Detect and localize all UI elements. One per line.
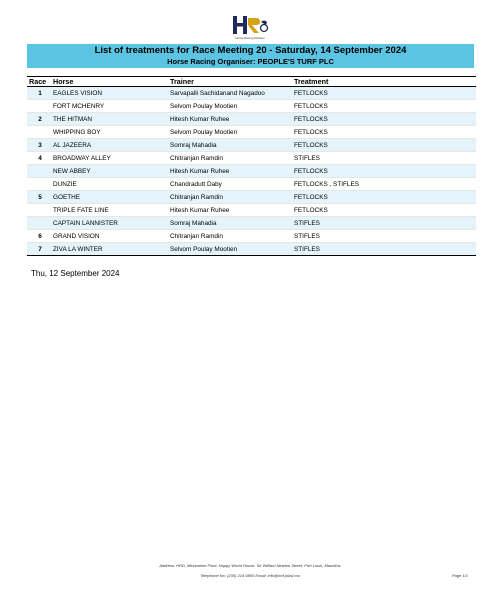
trainer-cell: Somraj Mahadia: [170, 139, 294, 152]
trainer-cell: Selvom Poulay Mootien: [170, 243, 294, 256]
race-cell: [27, 217, 53, 230]
race-cell: 5: [27, 191, 53, 204]
print-date: Thu, 12 September 2024: [31, 269, 120, 278]
trainer-cell: Chitranjan Ramdin: [170, 152, 294, 165]
trainer-cell: Hitesh Kumar Ruhee: [170, 113, 294, 126]
horse-cell: GOETHE: [53, 191, 170, 204]
race-cell: [27, 178, 53, 191]
horse-cell: EAGLES VISION: [53, 87, 170, 100]
trainer-cell: Sarvapalli Sachidanand Nagadoo: [170, 87, 294, 100]
horse-cell: NEW ABBEY: [53, 165, 170, 178]
footer-telephone: Telephone No: (230) 214 9800 Email: info@hrd.jobsl.mu: [200, 573, 300, 578]
page-number: Page 1/1: [452, 573, 469, 578]
horse-cell: AL JAZEERA: [53, 139, 170, 152]
trainer-cell: Hitesh Kumar Ruhee: [170, 165, 294, 178]
table-row: [27, 217, 476, 230]
treatment-cell: STIFLES: [294, 243, 476, 256]
horse-cell: DUNZIE: [53, 178, 170, 191]
horse-cell: TRIPLE FATE LINE: [53, 204, 170, 217]
footer-address: Address: HRD, Mezzanine Floor, Happy World House, Sir William Newton Street, Port Louis, Mauritius: [159, 563, 341, 568]
trainer-cell: Chitranjan Ramdin: [170, 230, 294, 243]
race-cell: 2: [27, 113, 53, 126]
logo-caption: Horse Racing Division: [235, 36, 265, 40]
treatment-cell: FETLOCKS: [294, 87, 476, 100]
hrd-logo: [226, 14, 274, 48]
treatment-cell: FETLOCKS: [294, 113, 476, 126]
race-cell: [27, 126, 53, 139]
table-row: [27, 87, 476, 100]
treatment-cell: STIFLES: [294, 152, 476, 165]
race-cell: [27, 100, 53, 113]
trainer-cell: Selvom Poulay Mootien: [170, 126, 294, 139]
horse-cell: CAPTAIN LANNISTER: [53, 217, 170, 230]
race-cell: 4: [27, 152, 53, 165]
horse-cell: WHIPPING BOY: [53, 126, 170, 139]
treatment-cell: STIFLES: [294, 217, 476, 230]
table-row: [27, 178, 476, 191]
trainer-cell: Chandradutt Daby: [170, 178, 294, 191]
hrd-logo-mark: [226, 14, 274, 36]
race-cell: [27, 165, 53, 178]
treatment-cell: FETLOCKS: [294, 126, 476, 139]
table-row: [27, 139, 476, 152]
trainer-cell: Somraj Mahadia: [170, 217, 294, 230]
horse-cell: BROADWAY ALLEY: [53, 152, 170, 165]
report-title: List of treatments for Race Meeting 20 - Saturday, 14 September 2024: [94, 45, 407, 56]
trainer-cell: Hitesh Kumar Ruhee: [170, 204, 294, 217]
treatment-cell: FETLOCKS: [294, 204, 476, 217]
treatment-cell: FETLOCKS , STIFLES: [294, 178, 476, 191]
race-cell: 6: [27, 230, 53, 243]
race-cell: 3: [27, 139, 53, 152]
table-row: [27, 126, 476, 139]
table-header-row: [27, 77, 476, 87]
table-row: [27, 230, 476, 243]
treatment-cell: FETLOCKS: [294, 165, 476, 178]
race-cell: 1: [27, 87, 53, 100]
table-row: [27, 191, 476, 204]
horse-cell: ZIVA LA WINTER: [53, 243, 170, 256]
table-row: [27, 113, 476, 126]
column-header-trainer: Trainer: [170, 77, 294, 87]
organiser-subtitle: Horse Racing Organiser: PEOPLE'S TURF PLC: [167, 57, 334, 66]
table-row: [27, 152, 476, 165]
treatments-table: [27, 76, 476, 256]
race-cell: 7: [27, 243, 53, 256]
table-row: [27, 165, 476, 178]
treatment-cell: STIFLES: [294, 230, 476, 243]
horse-cell: FORT MCHENRY: [53, 100, 170, 113]
column-header-horse: Horse: [53, 77, 170, 87]
table-row: [27, 100, 476, 113]
treatment-cell: FETLOCKS: [294, 139, 476, 152]
report-banner: [27, 44, 474, 68]
table-row: [27, 204, 476, 217]
trainer-cell: Chitranjan Ramdin: [170, 191, 294, 204]
column-header-treatment: Treatment: [294, 77, 476, 87]
column-header-race: Race: [27, 77, 53, 87]
treatment-cell: FETLOCKS: [294, 100, 476, 113]
table-row: [27, 243, 476, 256]
trainer-cell: Selvom Poulay Mootien: [170, 100, 294, 113]
horse-cell: GRAND VISION: [53, 230, 170, 243]
horse-cell: THE HITMAN: [53, 113, 170, 126]
treatment-cell: FETLOCKS: [294, 191, 476, 204]
race-cell: [27, 204, 53, 217]
